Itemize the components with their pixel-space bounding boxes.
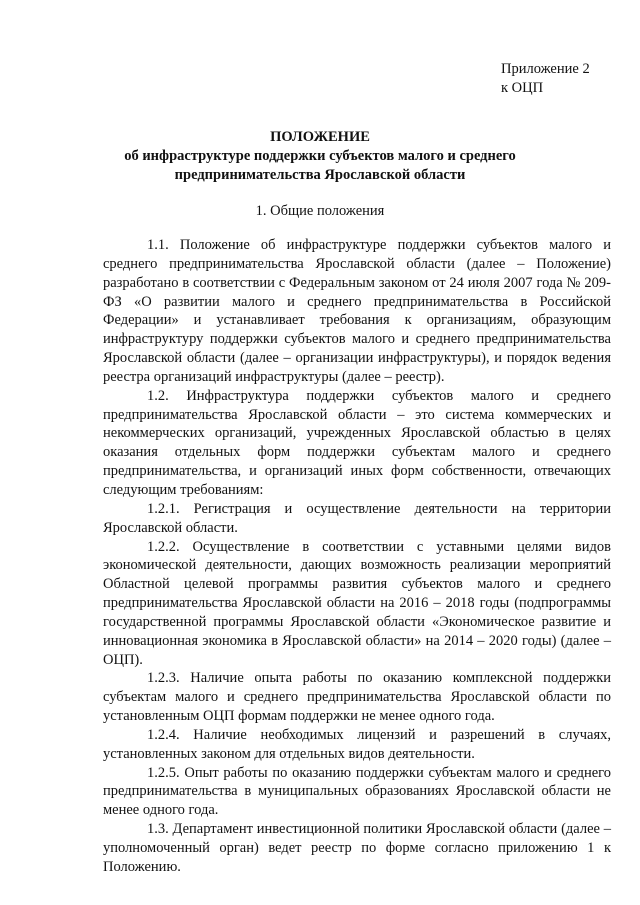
appendix-line-1: Приложение 2 (501, 61, 590, 77)
paragraph-1-2-5: 1.2.5. Опыт работы по оказанию поддержки субъектам малого и среднего предпринимательства в муниципальных образованиях Ярославской области не менее одного года. (103, 764, 611, 819)
paragraph-1-1: 1.1. Положение об инфраструктуре поддержки субъектов малого и среднего предпринимательства Ярославской области (далее – Положение) разработано в соответствии с Федеральным законом от 24 июля 2007 года № 209-ФЗ «О развитии малого и среднего предпринимательства в Российской Федерации» и устанавливает требования к организациям, образующим инфраструктуру поддержки субъектов малого и среднего предпринимательства Ярославской области (далее – организации инфраструктуры), и порядок ведения реестра организаций инфраструктуры (далее – реестр). (103, 237, 611, 385)
document-title (0, 128, 640, 185)
paragraph-1-3: 1.3. Департамент инвестиционной политики Ярославской области (далее – уполномоченный орган) ведет реестр по форме согласно приложению 1 к Положению. (103, 821, 611, 875)
paragraph-1-2: 1.2. Инфраструктура поддержки субъектов малого и среднего предпринимательства Ярославской области – это система коммерческих и некоммерческих организаций, учрежденных Ярославской областью в целях оказания отдельных форм поддержки субъектам малого и среднего предпринимательства, и организаций иных форм собственности, отвечающих следующим требованиям: (103, 387, 611, 498)
section-heading: 1. Общие положения (255, 203, 385, 219)
title-line-2: об инфраструктуре поддержки субъектов малого и среднего (124, 148, 516, 164)
paragraph-1-2-3: 1.2.3. Наличие опыта работы по оказанию комплексной поддержки субъектам малого и среднего предпринимательства Ярославской области по установленным ОЦП формам поддержки не менее одного года. (103, 670, 611, 725)
title-line-3: предпринимательства Ярославской области (174, 167, 466, 183)
document-body (103, 236, 611, 877)
appendix-line-2: к ОЦП (501, 80, 544, 96)
appendix-label (501, 60, 590, 98)
paragraph-1-2-2: 1.2.2. Осуществление в соответствии с уставными целями видов экономической деятельности, дающих возможность реализации мероприятий Областной целевой программы развития субъектов малого и среднего предпринимательства Ярославской области на 2016 – 2018 годы (подпрограммы государственной программы Ярославской области «Экономическое развитие и инновационная экономика в Ярославской области» на 2014 – 2020 годы) (далее – ОЦП). (103, 538, 611, 668)
paragraph-1-2-1: 1.2.1. Регистрация и осуществление деятельности на территории Ярославской области. (103, 500, 611, 536)
paragraph-1-2-4: 1.2.4. Наличие необходимых лицензий и разрешений в случаях, установленных законом для отдельных видов деятельности. (103, 726, 611, 762)
title-line-1: ПОЛОЖЕНИЕ (270, 129, 370, 145)
